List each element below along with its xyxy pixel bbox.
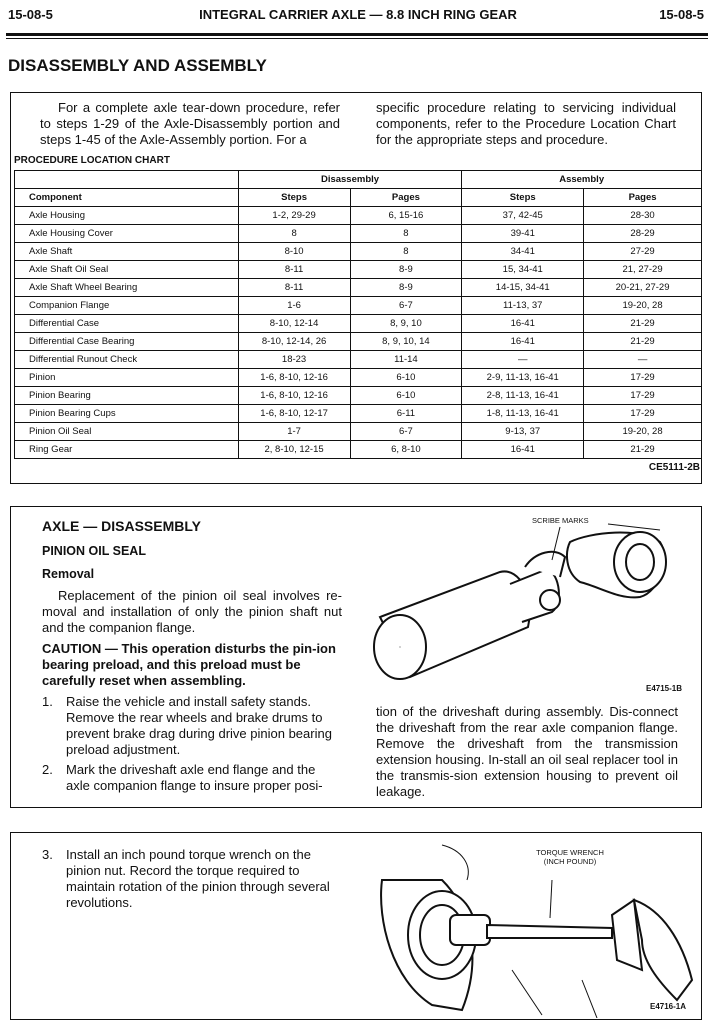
value-cell: 21, 27-29: [584, 261, 702, 279]
value-cell: 15, 34-41: [462, 261, 584, 279]
table-row: [15, 387, 702, 405]
header-rule-thin: [6, 38, 708, 39]
table-row: [15, 243, 702, 261]
value-cell: 8-10, 12-14, 26: [238, 333, 350, 351]
page-number-left: 15-08-5: [8, 7, 53, 22]
component-cell: Differential Runout Check: [15, 351, 239, 369]
torque-wrench-label-line2: (INCH POUND): [543, 857, 597, 866]
value-cell: 18-23: [238, 351, 350, 369]
value-cell: 2-8, 11-13, 16-41: [462, 387, 584, 405]
col-header-as-steps: Steps: [462, 189, 584, 207]
value-cell: 8-9: [350, 279, 462, 297]
step-2-continued: tion of the driveshaft during assembly. Dis-connect the driveshaft from the rear axle companion flange. Remove the driveshaft from the transmission extension housing. In-stall an oil seal replacer tool in the transmis-sion extension housing to prevent oil leakage.: [376, 704, 678, 799]
table-row: [15, 315, 702, 333]
group-header-disassembly: Disassembly: [238, 171, 462, 189]
value-cell: 1-6, 8-10, 12-17: [238, 405, 350, 423]
pinion-oil-seal-heading: PINION OIL SEAL: [42, 544, 146, 558]
value-cell: 11-13, 37: [462, 297, 584, 315]
chart-title: PROCEDURE LOCATION CHART: [14, 155, 170, 166]
value-cell: 1-6, 8-10, 12-16: [238, 387, 350, 405]
value-cell: 1-8, 11-13, 16-41: [462, 405, 584, 423]
value-cell: 1-7: [238, 423, 350, 441]
value-cell: 1-2, 29-29: [238, 207, 350, 225]
table-row: [15, 279, 702, 297]
value-cell: 20-21, 27-29: [584, 279, 702, 297]
component-cell: Axle Shaft Wheel Bearing: [15, 279, 239, 297]
component-cell: Differential Case: [15, 315, 239, 333]
value-cell: 8: [350, 225, 462, 243]
col-header-dis-steps: Steps: [238, 189, 350, 207]
chart-code: CE5111-2B: [648, 462, 700, 473]
table-row: [15, 351, 702, 369]
table-row: [15, 423, 702, 441]
value-cell: 1-6, 8-10, 12-16: [238, 369, 350, 387]
step-1: [42, 694, 342, 758]
value-cell: —: [462, 351, 584, 369]
disassembly-heading: AXLE — DISASSEMBLY: [42, 518, 201, 534]
step-3-text: Install an inch pound torque wrench on the pinion nut. Record the torque required to maintain rotation of the pinion through several revolutions.: [66, 847, 330, 910]
torque-wrench-label-line1: TORQUE WRENCH: [536, 848, 604, 857]
component-cell: Axle Housing Cover: [15, 225, 239, 243]
page-number-right: 15-08-5: [659, 7, 704, 22]
value-cell: 8: [350, 243, 462, 261]
component-cell: Axle Shaft: [15, 243, 239, 261]
component-cell: Axle Housing: [15, 207, 239, 225]
table-row: [15, 225, 702, 243]
section-title: DISASSEMBLY AND ASSEMBLY: [8, 56, 267, 75]
value-cell: 8-11: [238, 261, 350, 279]
component-cell: Pinion Oil Seal: [15, 423, 239, 441]
header-rule: [6, 33, 708, 36]
col-header-dis-pages: Pages: [350, 189, 462, 207]
value-cell: 6-11: [350, 405, 462, 423]
value-cell: 8-10: [238, 243, 350, 261]
figure-2-code: E4716-1A: [650, 1002, 687, 1011]
value-cell: 6-7: [350, 423, 462, 441]
value-cell: 39-41: [462, 225, 584, 243]
table-row: [15, 405, 702, 423]
component-cell: Ring Gear: [15, 441, 239, 459]
caution-text: CAUTION — This operation disturbs the pin-ion bearing preload, and this preload must be carefully reset when assembling.: [42, 641, 336, 688]
value-cell: 8, 9, 10: [350, 315, 462, 333]
driveshaft-illustration: [360, 512, 700, 697]
table-row: [15, 441, 702, 459]
page-header: [8, 5, 708, 27]
torque-wrench-illustration: [372, 840, 702, 1018]
value-cell: 16-41: [462, 315, 584, 333]
value-cell: 28-30: [584, 207, 702, 225]
figure-1-code: E4715-1B: [646, 684, 683, 693]
value-cell: 6-10: [350, 369, 462, 387]
value-cell: 6, 15-16: [350, 207, 462, 225]
value-cell: 21-29: [584, 333, 702, 351]
step-1-number: 1.: [42, 694, 53, 709]
value-cell: 9-13, 37: [462, 423, 584, 441]
value-cell: 2, 8-10, 12-15: [238, 441, 350, 459]
table-row: [15, 369, 702, 387]
value-cell: 8-11: [238, 279, 350, 297]
step-2-number: 2.: [42, 762, 53, 777]
value-cell: 34-41: [462, 243, 584, 261]
running-title: INTEGRAL CARRIER AXLE — 8.8 INCH RING GEAR: [199, 7, 517, 22]
component-cell: Axle Shaft Oil Seal: [15, 261, 239, 279]
value-cell: 14-15, 34-41: [462, 279, 584, 297]
empty-header-cell: [15, 171, 239, 189]
component-cell: Pinion: [15, 369, 239, 387]
value-cell: —: [584, 351, 702, 369]
value-cell: 1-6: [238, 297, 350, 315]
value-cell: 6-7: [350, 297, 462, 315]
value-cell: 21-29: [584, 315, 702, 333]
value-cell: 6, 8-10: [350, 441, 462, 459]
table-row: [15, 333, 702, 351]
scribe-marks-label: SCRIBE MARKS: [532, 516, 589, 525]
step-2: [42, 762, 342, 796]
procedure-location-chart: [14, 170, 702, 459]
value-cell: 21-29: [584, 441, 702, 459]
step-2-text: Mark the driveshaft axle end flange and the axle companion flange to insure proper posi-: [66, 762, 323, 793]
value-cell: 37, 42-45: [462, 207, 584, 225]
value-cell: 17-29: [584, 405, 702, 423]
value-cell: 19-20, 28: [584, 423, 702, 441]
intro-right: specific procedure relating to servicing individual components, refer to the Procedure Location Chart for the appropriate steps and procedure.: [376, 100, 676, 147]
col-header-component: Component: [15, 189, 239, 207]
value-cell: 28-29: [584, 225, 702, 243]
value-cell: 8-10, 12-14: [238, 315, 350, 333]
value-cell: 8, 9, 10, 14: [350, 333, 462, 351]
table-row: [15, 261, 702, 279]
removal-paragraph: Replacement of the pinion oil seal involves re-moval and installation of only the pinion shaft nut and the companion flange.: [42, 588, 342, 635]
value-cell: 11-14: [350, 351, 462, 369]
value-cell: 8-9: [350, 261, 462, 279]
group-header-assembly: Assembly: [462, 171, 702, 189]
intro-left: For a complete axle tear-down procedure, refer to steps 1-29 of the Axle-Disassembly portion and steps 1-45 of the Axle-Assembly portion. For a: [40, 100, 340, 147]
component-cell: Pinion Bearing Cups: [15, 405, 239, 423]
value-cell: 27-29: [584, 243, 702, 261]
table-row: [15, 297, 702, 315]
value-cell: 19-20, 28: [584, 297, 702, 315]
value-cell: 17-29: [584, 369, 702, 387]
value-cell: 8: [238, 225, 350, 243]
torque-wrench-label: [528, 848, 612, 866]
component-cell: Pinion Bearing: [15, 387, 239, 405]
step-1-text: Raise the vehicle and install safety stands. Remove the rear wheels and brake drums to prevent brake drag during drive pinion bearing preload adjustment.: [66, 694, 332, 757]
step-3: [42, 847, 342, 911]
value-cell: 17-29: [584, 387, 702, 405]
component-cell: Differential Case Bearing: [15, 333, 239, 351]
component-cell: Companion Flange: [15, 297, 239, 315]
table-row: [15, 207, 702, 225]
removal-heading: Removal: [42, 567, 95, 581]
value-cell: 2-9, 11-13, 16-41: [462, 369, 584, 387]
value-cell: 16-41: [462, 441, 584, 459]
value-cell: 16-41: [462, 333, 584, 351]
value-cell: 6-10: [350, 387, 462, 405]
step-3-number: 3.: [42, 847, 53, 862]
col-header-as-pages: Pages: [584, 189, 702, 207]
